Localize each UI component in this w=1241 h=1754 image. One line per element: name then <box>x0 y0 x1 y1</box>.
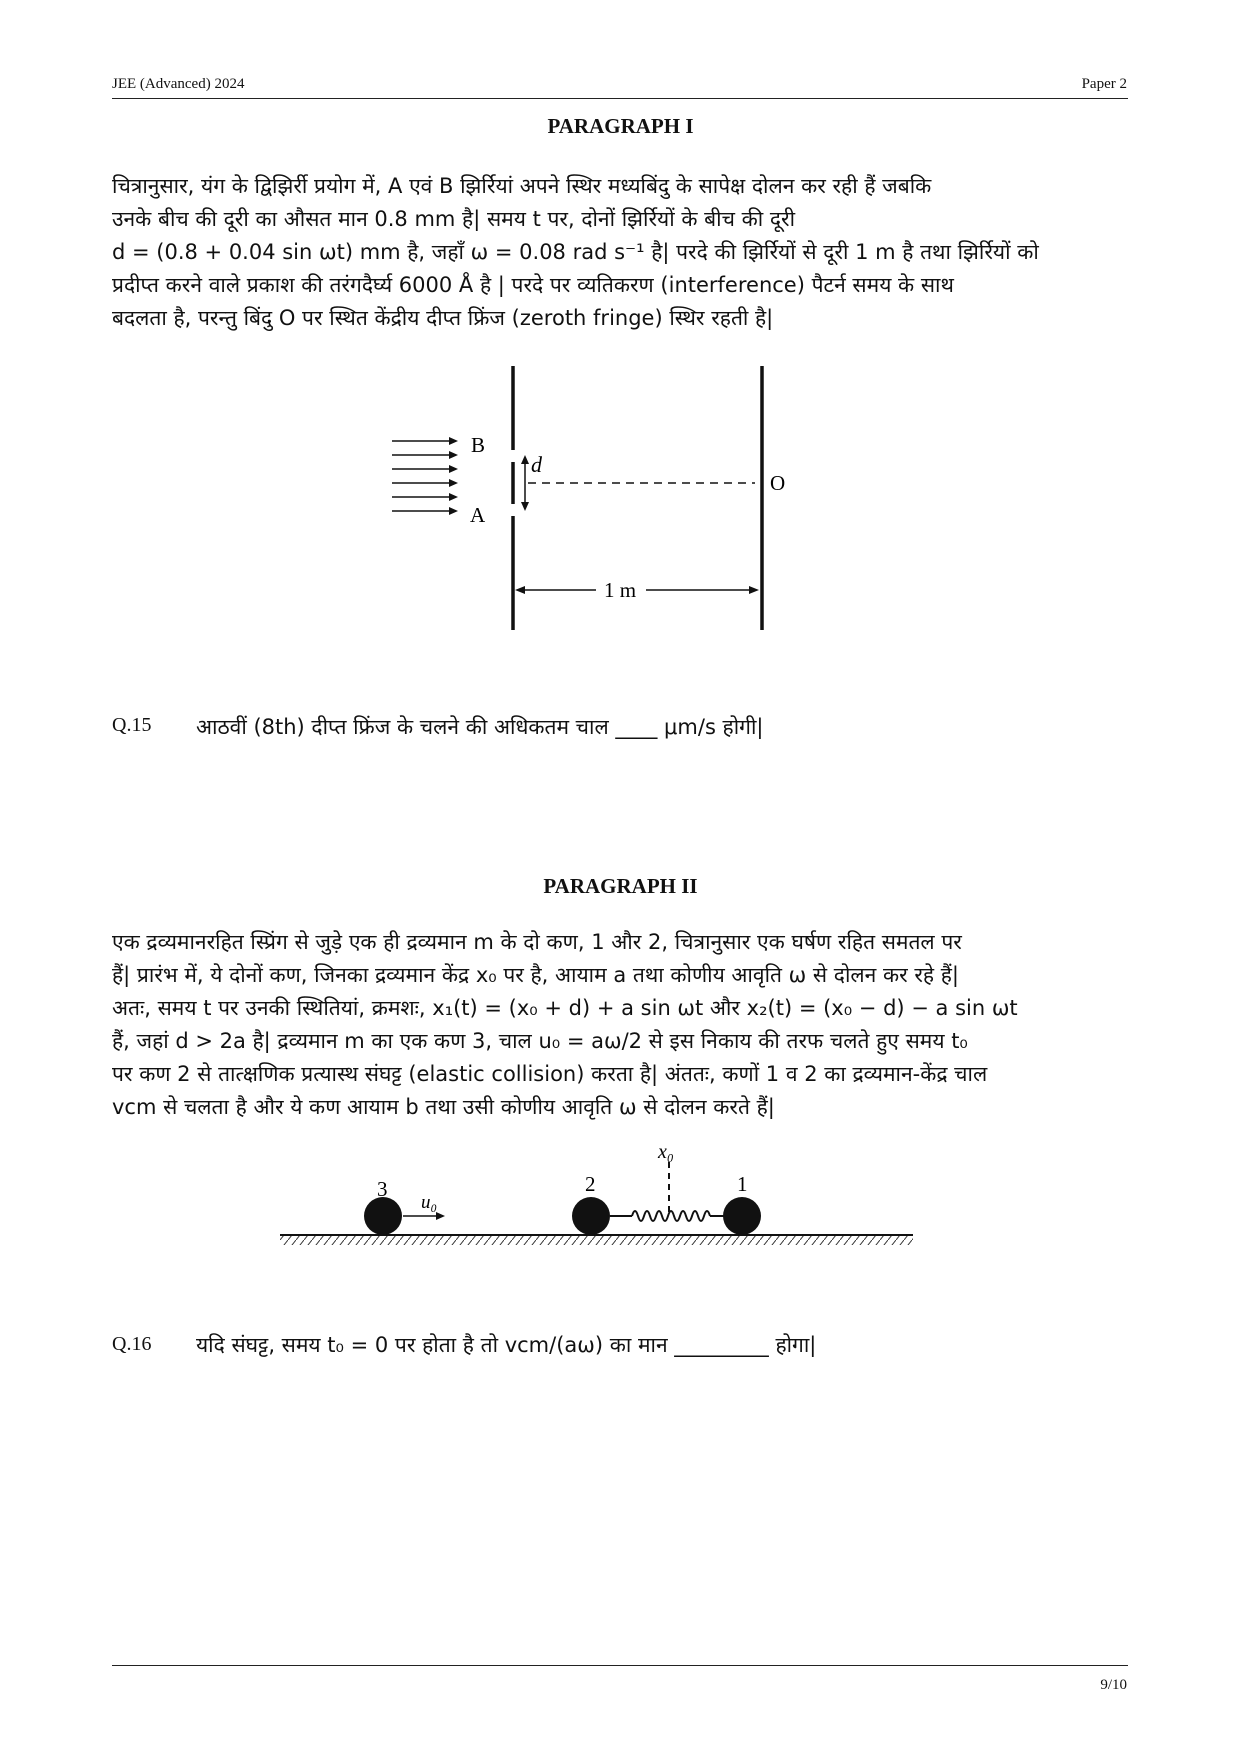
ground-hatching <box>280 1236 913 1245</box>
question-15-number: Q.15 <box>112 714 152 736</box>
question-16-text: यदि संघट्ट, समय t₀ = 0 पर होता है तो vcm/(aω) का मान _________ होगा| <box>196 1333 817 1357</box>
paragraph-2-line: हैं| प्रारंभ में, ये दोनों कण, जिनका द्रव्यमान केंद्र x₀ पर है, आयाम a तथा कोणीय आवृति ω से दोलन कर रहे हैं| <box>112 963 959 987</box>
particle-2-label: 2 <box>585 1172 596 1196</box>
u0-label: u₀ <box>421 1192 438 1213</box>
header-exam-title: JEE (Advanced) 2024 <box>112 76 245 92</box>
point-o-label: O <box>770 471 786 495</box>
paragraph-1-line: प्रदीप्त करने वाले प्रकाश की तरंगदैर्घ्य 6000 Å है | परदे पर व्यतिकरण (interference) पैटर्न समय के साथ <box>112 273 954 297</box>
paragraph-1-title: PARAGRAPH I <box>547 114 694 138</box>
paragraph-2-line: vcm से चलता है और ये कण आयाम b तथा उसी कोणीय आवृति ω से दोलन करते हैं| <box>112 1095 775 1119</box>
question-15-text: आठवीं (8th) दीप्त फ्रिंज के चलने की अधिकतम चाल ____ μm/s होगी| <box>196 715 764 739</box>
paragraph-1-line: d = (0.8 + 0.04 sin ωt) mm है, जहाँ ω = 0.08 rad s⁻¹ है| परदे की झिर्रियों से दूरी 1 m है तथा झिर्रियों को <box>112 240 1039 264</box>
page-number: 9/10 <box>1100 1677 1127 1693</box>
paragraph-2-line: अतः, समय t पर उनकी स्थितियां, क्रमशः, x₁(t) = (x₀ + d) + a sin ωt और x₂(t) = (x₀ − d) − a sin ωt <box>112 996 1018 1020</box>
particle-3 <box>364 1197 402 1235</box>
particle-3-label: 3 <box>377 1177 388 1201</box>
paragraph-2-line: हैं, जहां d > 2a है| द्रव्यमान m का एक कण 3, चाल u₀ = aω/2 से इस निकाय की तरफ चलते हुए समय t₀ <box>112 1029 968 1053</box>
paragraph-1-line: चित्रानुसार, यंग के द्विझिर्री प्रयोग में, A एवं B झिर्रियां अपने स्थिर मध्यबिंदु के सापेक्ष दोलन कर रही हैं जबकि <box>112 174 932 198</box>
particle-1 <box>723 1197 761 1235</box>
x0-label: x₀ <box>658 1141 674 1163</box>
velocity-u0-arrow <box>403 1212 445 1220</box>
particle-1-label: 1 <box>737 1172 748 1196</box>
header-paper-label: Paper 2 <box>1081 76 1127 92</box>
separation-d-label: d <box>531 452 542 477</box>
paragraph-2-line: एक द्रव्यमानरहित स्प्रिंग से जुड़े एक ही द्रव्यमान m के दो कण, 1 और 2, चित्रानुसार एक घर्षण रहित समतल पर <box>112 930 962 954</box>
paragraph-1-line: बदलता है, परन्तु बिंदु O पर स्थित केंद्रीय दीप्त फ्रिंज (zeroth fringe) स्थिर रहती है| <box>112 306 774 330</box>
footer-rule <box>112 1665 1128 1666</box>
distance-1m-label: 1 m <box>604 578 637 602</box>
paragraph-1-line: उनके बीच की दूरी का औसत मान 0.8 mm है| समय t पर, दोनों झिर्रियों के बीच की दूरी <box>112 207 796 231</box>
slit-b-label: B <box>471 433 486 457</box>
question-16-number: Q.16 <box>112 1333 152 1355</box>
paragraph-2-line: पर कण 2 से तात्क्षणिक प्रत्यास्थ संघट्ट (elastic collision) करता है| अंततः, कणों 1 व 2 का द्रव्यमान-केंद्र चाल <box>112 1062 988 1086</box>
spring <box>610 1211 728 1221</box>
slit-a-label: A <box>470 503 486 527</box>
paragraph-2-title: PARAGRAPH II <box>543 874 698 898</box>
particle-2 <box>572 1197 610 1235</box>
